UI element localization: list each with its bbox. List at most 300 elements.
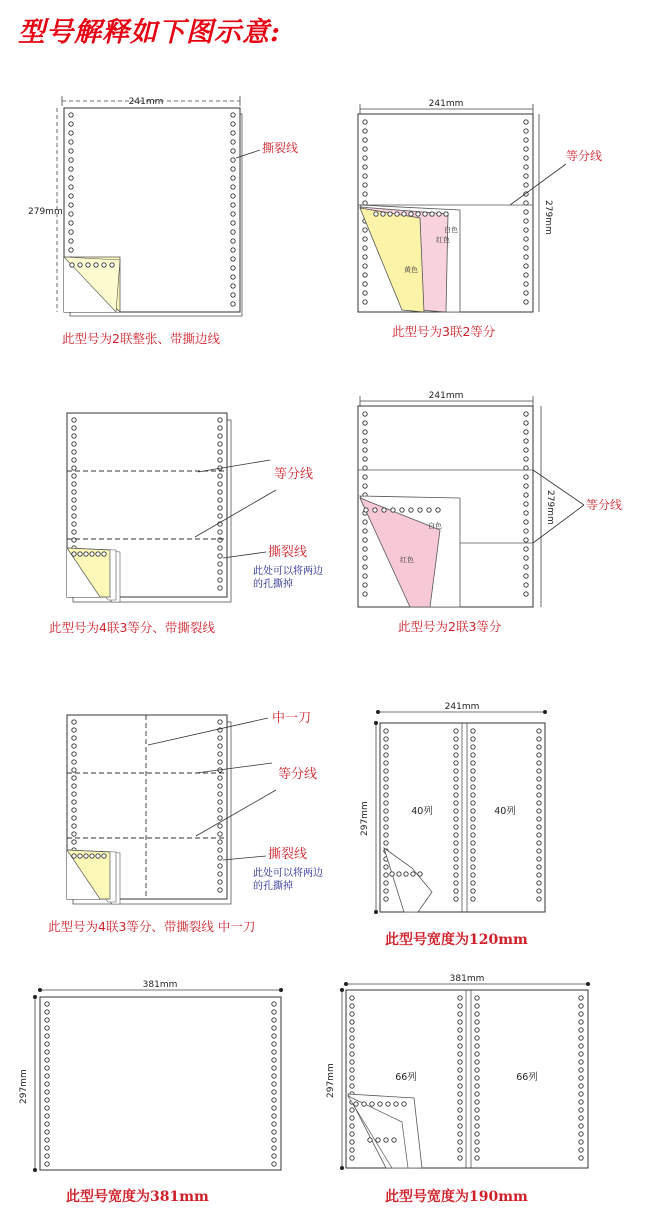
sprocket-hole bbox=[272, 1106, 276, 1110]
cut-label: 中一刀 bbox=[272, 711, 312, 726]
width-label: 381mm bbox=[142, 980, 178, 990]
sprocket-hole bbox=[45, 1010, 49, 1014]
sprocket-hole bbox=[537, 857, 541, 861]
sprocket-hole bbox=[78, 263, 82, 267]
sprocket-hole bbox=[72, 482, 76, 486]
sprocket-hole bbox=[218, 840, 222, 844]
sprocket-hole bbox=[524, 547, 528, 551]
sprocket-hole bbox=[218, 482, 222, 486]
sprocket-hole bbox=[579, 1132, 583, 1136]
caption-1: 此型号为2联整张、带撕边线 bbox=[62, 331, 220, 346]
sprocket-hole bbox=[363, 201, 367, 205]
sprocket-hole bbox=[471, 833, 475, 837]
sprocket-hole bbox=[384, 729, 388, 733]
sprocket-hole bbox=[524, 439, 528, 443]
sprocket-hole bbox=[454, 769, 458, 773]
sprocket-hole bbox=[471, 825, 475, 829]
sprocket-hole bbox=[384, 777, 388, 781]
sprocket-hole bbox=[524, 421, 528, 425]
sprocket-hole bbox=[402, 212, 406, 216]
sprocket-hole bbox=[471, 801, 475, 805]
sprocket-hole bbox=[231, 230, 235, 234]
sprocket-hole bbox=[382, 508, 386, 512]
sprocket-hole bbox=[475, 1140, 479, 1144]
width-label: 241mm bbox=[128, 97, 164, 107]
divider-label: 等分线 bbox=[278, 767, 318, 782]
sprocket-hole bbox=[475, 1020, 479, 1024]
sprocket-hole bbox=[69, 221, 73, 225]
sprocket-hole bbox=[537, 801, 541, 805]
diagram-6 bbox=[360, 702, 547, 948]
sprocket-hole bbox=[471, 785, 475, 789]
sprocket-hole bbox=[272, 1074, 276, 1078]
sprocket-hole bbox=[350, 1052, 354, 1056]
sprocket-hole bbox=[458, 1044, 462, 1048]
sprocket-hole bbox=[537, 769, 541, 773]
sprocket-hole bbox=[45, 1074, 49, 1078]
sprocket-hole bbox=[69, 131, 73, 135]
sprocket-hole bbox=[231, 140, 235, 144]
sprocket-hole bbox=[524, 583, 528, 587]
sprocket-hole bbox=[72, 434, 76, 438]
sprocket-hole bbox=[231, 122, 235, 126]
sprocket-hole bbox=[363, 264, 367, 268]
sprocket-hole bbox=[524, 300, 528, 304]
sprocket-hole bbox=[72, 466, 76, 470]
sprocket-hole bbox=[475, 1108, 479, 1112]
sprocket-hole bbox=[458, 1140, 462, 1144]
sprocket-hole bbox=[391, 508, 395, 512]
sprocket-hole bbox=[524, 430, 528, 434]
sprocket-hole bbox=[363, 291, 367, 295]
sprocket-hole bbox=[537, 785, 541, 789]
sprocket-hole bbox=[218, 744, 222, 748]
height-label: 297mm bbox=[326, 1063, 336, 1098]
sprocket-hole bbox=[363, 538, 367, 542]
sprocket-hole bbox=[218, 426, 222, 430]
sprocket-hole bbox=[231, 302, 235, 306]
sprocket-hole bbox=[350, 1140, 354, 1144]
sprocket-hole bbox=[418, 872, 422, 876]
sprocket-hole bbox=[454, 897, 458, 901]
sprocket-hole bbox=[524, 502, 528, 506]
sprocket-hole bbox=[218, 736, 222, 740]
sprocket-hole bbox=[524, 165, 528, 169]
sprocket-hole-column bbox=[524, 120, 528, 304]
sprocket-hole bbox=[69, 149, 73, 153]
sprocket-hole bbox=[69, 203, 73, 207]
sprocket-hole bbox=[524, 448, 528, 452]
sprocket-hole bbox=[90, 854, 94, 858]
sprocket-hole bbox=[579, 1068, 583, 1072]
sprocket-hole bbox=[579, 1100, 583, 1104]
sprocket-hole bbox=[458, 1020, 462, 1024]
sprocket-hole bbox=[373, 508, 377, 512]
sprocket-hole bbox=[454, 737, 458, 741]
sprocket-hole bbox=[72, 800, 76, 804]
diagram-1 bbox=[28, 96, 298, 346]
sprocket-hole bbox=[471, 809, 475, 813]
sprocket-hole bbox=[231, 185, 235, 189]
sprocket-hole bbox=[218, 888, 222, 892]
sprocket-hole bbox=[72, 752, 76, 756]
sprocket-hole bbox=[475, 1084, 479, 1088]
sprocket-hole bbox=[537, 849, 541, 853]
sprocket-hole bbox=[218, 872, 222, 876]
caption-6: 此型号宽度为120mm bbox=[385, 932, 528, 948]
sprocket-hole bbox=[475, 1044, 479, 1048]
sprocket-hole-column bbox=[350, 996, 354, 1160]
sprocket-hole bbox=[409, 508, 413, 512]
sprocket-hole bbox=[272, 1026, 276, 1030]
sprocket-hole bbox=[363, 484, 367, 488]
sprocket-hole bbox=[72, 760, 76, 764]
sprocket-hole bbox=[524, 273, 528, 277]
sprocket-hole bbox=[218, 752, 222, 756]
sprocket-hole bbox=[384, 825, 388, 829]
sprocket-hole bbox=[579, 1044, 583, 1048]
sprocket-hole bbox=[370, 1102, 374, 1106]
sprocket-hole bbox=[430, 212, 434, 216]
sprocket-hole bbox=[72, 816, 76, 820]
sprocket-hole bbox=[45, 1098, 49, 1102]
sprocket-hole bbox=[45, 1042, 49, 1046]
sprocket-hole bbox=[579, 1116, 583, 1120]
height-label: 297mm bbox=[19, 1069, 29, 1104]
sprocket-hole bbox=[218, 458, 222, 462]
sprocket-hole bbox=[70, 263, 74, 267]
note-line-1: 此处可以将两边 bbox=[253, 566, 323, 577]
sprocket-hole bbox=[218, 808, 222, 812]
sprocket-hole bbox=[458, 1028, 462, 1032]
sprocket-hole bbox=[475, 996, 479, 1000]
sprocket-hole bbox=[45, 1146, 49, 1150]
sprocket-hole bbox=[69, 113, 73, 117]
sprocket-hole bbox=[231, 284, 235, 288]
sprocket-hole bbox=[458, 1052, 462, 1056]
sprocket-hole bbox=[231, 248, 235, 252]
sprocket-hole bbox=[384, 841, 388, 845]
sprocket-hole bbox=[454, 745, 458, 749]
sprocket-hole bbox=[524, 210, 528, 214]
sprocket-hole bbox=[454, 873, 458, 877]
sprocket-hole bbox=[524, 291, 528, 295]
sprocket-hole bbox=[350, 1084, 354, 1088]
sprocket-hole bbox=[454, 729, 458, 733]
sprocket-hole bbox=[384, 737, 388, 741]
diagram-2 bbox=[358, 99, 602, 339]
sprocket-hole bbox=[471, 793, 475, 797]
sprocket-hole bbox=[350, 1132, 354, 1136]
sprocket-hole bbox=[94, 263, 98, 267]
sprocket-hole bbox=[350, 1020, 354, 1024]
sprocket-hole bbox=[458, 1148, 462, 1152]
sprocket-hole bbox=[524, 246, 528, 250]
caption-8: 此型号宽度为190mm bbox=[385, 1189, 528, 1205]
sprocket-hole bbox=[72, 426, 76, 430]
sprocket-hole bbox=[45, 1162, 49, 1166]
sprocket-hole bbox=[363, 246, 367, 250]
sprocket-hole bbox=[218, 832, 222, 836]
sprocket-hole bbox=[384, 785, 388, 789]
sprocket-hole bbox=[384, 873, 388, 877]
sprocket-hole bbox=[427, 508, 431, 512]
sprocket-hole bbox=[78, 854, 82, 858]
sprocket-hole bbox=[537, 881, 541, 885]
sprocket-hole bbox=[272, 1138, 276, 1142]
column-label-left: 66列 bbox=[395, 1072, 417, 1083]
sprocket-hole bbox=[524, 520, 528, 524]
sprocket-hole bbox=[524, 120, 528, 124]
sprocket-hole bbox=[363, 556, 367, 560]
caption-2: 此型号为3联2等分 bbox=[392, 324, 496, 339]
sprocket-hole bbox=[272, 1010, 276, 1014]
sprocket-hole bbox=[524, 556, 528, 560]
caption-3: 此型号为4联3等分、带撕裂线 bbox=[49, 620, 215, 635]
sprocket-hole bbox=[537, 833, 541, 837]
sprocket-hole bbox=[72, 728, 76, 732]
sprocket-hole bbox=[394, 1102, 398, 1106]
note-line-1: 此处可以将两边 bbox=[253, 868, 323, 879]
sprocket-hole bbox=[363, 147, 367, 151]
sprocket-hole bbox=[218, 880, 222, 884]
sprocket-hole bbox=[416, 212, 420, 216]
caption-7: 此型号宽度为381mm bbox=[66, 1189, 209, 1205]
sprocket-hole bbox=[363, 565, 367, 569]
sprocket-hole bbox=[218, 570, 222, 574]
sprocket-hole-column bbox=[579, 996, 583, 1160]
sprocket-hole bbox=[69, 122, 73, 126]
sprocket-hole bbox=[579, 1108, 583, 1112]
sprocket-hole bbox=[475, 1132, 479, 1136]
sprocket-hole bbox=[363, 520, 367, 524]
sprocket-hole bbox=[458, 1084, 462, 1088]
sprocket-hole bbox=[579, 1092, 583, 1096]
diagram-4 bbox=[358, 391, 622, 634]
sprocket-hole bbox=[218, 530, 222, 534]
sprocket-hole bbox=[390, 872, 394, 876]
sprocket-hole bbox=[524, 174, 528, 178]
sprocket-hole bbox=[72, 458, 76, 462]
sprocket-hole bbox=[45, 1050, 49, 1054]
sprocket-hole bbox=[69, 158, 73, 162]
sprocket-hole bbox=[231, 149, 235, 153]
sprocket-hole bbox=[69, 185, 73, 189]
sprocket-hole bbox=[45, 1034, 49, 1038]
sprocket-hole bbox=[454, 849, 458, 853]
width-label: 241mm bbox=[428, 99, 464, 109]
tear-line-label: 撕裂线 bbox=[268, 847, 308, 862]
ply-white-label: 白色 bbox=[428, 522, 442, 530]
sprocket-hole bbox=[72, 736, 76, 740]
sprocket-hole bbox=[454, 841, 458, 845]
sprocket-hole bbox=[458, 1100, 462, 1104]
sprocket-hole bbox=[272, 1042, 276, 1046]
sprocket-hole bbox=[72, 552, 76, 556]
sprocket-hole bbox=[384, 745, 388, 749]
height-label: 279mm bbox=[545, 490, 555, 525]
sprocket-hole bbox=[354, 1102, 358, 1106]
sprocket-hole bbox=[45, 1122, 49, 1126]
sprocket-hole bbox=[579, 1028, 583, 1032]
sprocket-hole bbox=[69, 167, 73, 171]
sprocket-hole bbox=[444, 212, 448, 216]
sprocket-hole bbox=[272, 1018, 276, 1022]
sprocket-hole bbox=[350, 1068, 354, 1072]
sprocket-hole bbox=[537, 897, 541, 901]
height-label: 279mm bbox=[28, 207, 63, 217]
sprocket-hole bbox=[363, 466, 367, 470]
sprocket-hole-column bbox=[458, 996, 462, 1160]
sprocket-hole bbox=[376, 1138, 380, 1142]
sprocket-hole bbox=[524, 282, 528, 286]
sprocket-hole bbox=[475, 1012, 479, 1016]
sprocket-hole bbox=[218, 824, 222, 828]
sprocket-hole bbox=[579, 1020, 583, 1024]
sprocket-hole-row bbox=[364, 508, 440, 512]
diagram-7 bbox=[19, 980, 283, 1205]
sprocket-hole bbox=[218, 538, 222, 542]
sprocket-hole bbox=[218, 418, 222, 422]
sprocket-hole bbox=[218, 776, 222, 780]
sprocket-hole bbox=[454, 801, 458, 805]
sprocket-hole bbox=[458, 1124, 462, 1128]
sprocket-hole bbox=[400, 508, 404, 512]
sprocket-hole bbox=[524, 228, 528, 232]
sprocket-hole bbox=[102, 263, 106, 267]
divider-label: 等分线 bbox=[566, 149, 603, 163]
sprocket-hole bbox=[524, 592, 528, 596]
sprocket-hole bbox=[454, 825, 458, 829]
sprocket-hole bbox=[537, 761, 541, 765]
sprocket-hole bbox=[272, 1066, 276, 1070]
sprocket-hole bbox=[218, 848, 222, 852]
sprocket-hole bbox=[524, 475, 528, 479]
sprocket-hole bbox=[537, 817, 541, 821]
sprocket-hole bbox=[272, 1050, 276, 1054]
sprocket-hole bbox=[454, 865, 458, 869]
sprocket-hole bbox=[436, 508, 440, 512]
sprocket-hole bbox=[218, 784, 222, 788]
sprocket-hole bbox=[363, 583, 367, 587]
sprocket-hole bbox=[537, 753, 541, 757]
sprocket-hole bbox=[524, 129, 528, 133]
sprocket-hole bbox=[45, 1002, 49, 1006]
sprocket-hole bbox=[84, 854, 88, 858]
height-label: 297mm bbox=[360, 801, 370, 836]
sprocket-hole bbox=[231, 239, 235, 243]
sprocket-hole bbox=[272, 1058, 276, 1062]
sprocket-hole bbox=[218, 720, 222, 724]
sprocket-hole bbox=[471, 777, 475, 781]
sprocket-hole bbox=[45, 1026, 49, 1030]
sprocket-hole bbox=[45, 1058, 49, 1062]
sprocket-hole bbox=[458, 996, 462, 1000]
sprocket-hole bbox=[384, 761, 388, 765]
sprocket-hole bbox=[475, 1060, 479, 1064]
sprocket-hole bbox=[471, 745, 475, 749]
sprocket-hole bbox=[218, 816, 222, 820]
sprocket-hole bbox=[524, 511, 528, 515]
sprocket-hole bbox=[524, 156, 528, 160]
sprocket-hole bbox=[458, 1012, 462, 1016]
sprocket-hole bbox=[96, 552, 100, 556]
sprocket-hole bbox=[471, 857, 475, 861]
sprocket-hole bbox=[45, 1066, 49, 1070]
sprocket-hole bbox=[579, 1052, 583, 1056]
sprocket-hole bbox=[471, 849, 475, 853]
sprocket-hole bbox=[272, 1130, 276, 1134]
sprocket-hole bbox=[72, 784, 76, 788]
sprocket-hole bbox=[72, 514, 76, 518]
sprocket-hole bbox=[272, 1090, 276, 1094]
sprocket-hole bbox=[411, 872, 415, 876]
sprocket-hole bbox=[363, 273, 367, 277]
sprocket-hole bbox=[363, 448, 367, 452]
sprocket-hole bbox=[72, 498, 76, 502]
sprocket-hole bbox=[272, 1098, 276, 1102]
sprocket-hole bbox=[272, 1082, 276, 1086]
sprocket-hole bbox=[231, 158, 235, 162]
sprocket-hole bbox=[363, 300, 367, 304]
sprocket-hole bbox=[454, 777, 458, 781]
sprocket-hole-row bbox=[374, 212, 448, 216]
sprocket-hole bbox=[458, 1132, 462, 1136]
sprocket-hole bbox=[384, 769, 388, 773]
sprocket-hole bbox=[524, 264, 528, 268]
sprocket-hole bbox=[72, 530, 76, 534]
sprocket-hole bbox=[475, 1036, 479, 1040]
sprocket-hole bbox=[218, 474, 222, 478]
sprocket-hole bbox=[524, 565, 528, 569]
sprocket-hole bbox=[350, 1012, 354, 1016]
sprocket-hole bbox=[350, 1044, 354, 1048]
sprocket-hole bbox=[579, 1148, 583, 1152]
sprocket-hole bbox=[102, 854, 106, 858]
sprocket-hole bbox=[69, 176, 73, 180]
sprocket-hole bbox=[475, 1116, 479, 1120]
sprocket-hole bbox=[537, 841, 541, 845]
sprocket-hole bbox=[218, 450, 222, 454]
sprocket-hole bbox=[72, 442, 76, 446]
sprocket-hole bbox=[350, 1148, 354, 1152]
sprocket-hole bbox=[384, 809, 388, 813]
column-label-right: 40列 bbox=[494, 806, 516, 817]
ply-red-label: 红色 bbox=[436, 236, 450, 244]
divider-label: 等分线 bbox=[586, 498, 623, 512]
sprocket-hole bbox=[363, 592, 367, 596]
sprocket-hole bbox=[471, 889, 475, 893]
sprocket-hole bbox=[231, 221, 235, 225]
diagram-8 bbox=[326, 974, 590, 1205]
sprocket-hole bbox=[231, 194, 235, 198]
sprocket-hole bbox=[524, 457, 528, 461]
sprocket-hole bbox=[363, 255, 367, 259]
sprocket-hole bbox=[363, 439, 367, 443]
sprocket-hole bbox=[579, 1084, 583, 1088]
sprocket-hole bbox=[69, 194, 73, 198]
sprocket-hole bbox=[350, 1156, 354, 1160]
sprocket-hole bbox=[218, 864, 222, 868]
sprocket-hole bbox=[218, 578, 222, 582]
sprocket-hole bbox=[72, 506, 76, 510]
sprocket-hole bbox=[454, 809, 458, 813]
sprocket-hole bbox=[475, 1148, 479, 1152]
sprocket-hole bbox=[537, 777, 541, 781]
sprocket-hole bbox=[454, 761, 458, 765]
sprocket-hole bbox=[454, 881, 458, 885]
sprocket-hole bbox=[350, 1036, 354, 1040]
